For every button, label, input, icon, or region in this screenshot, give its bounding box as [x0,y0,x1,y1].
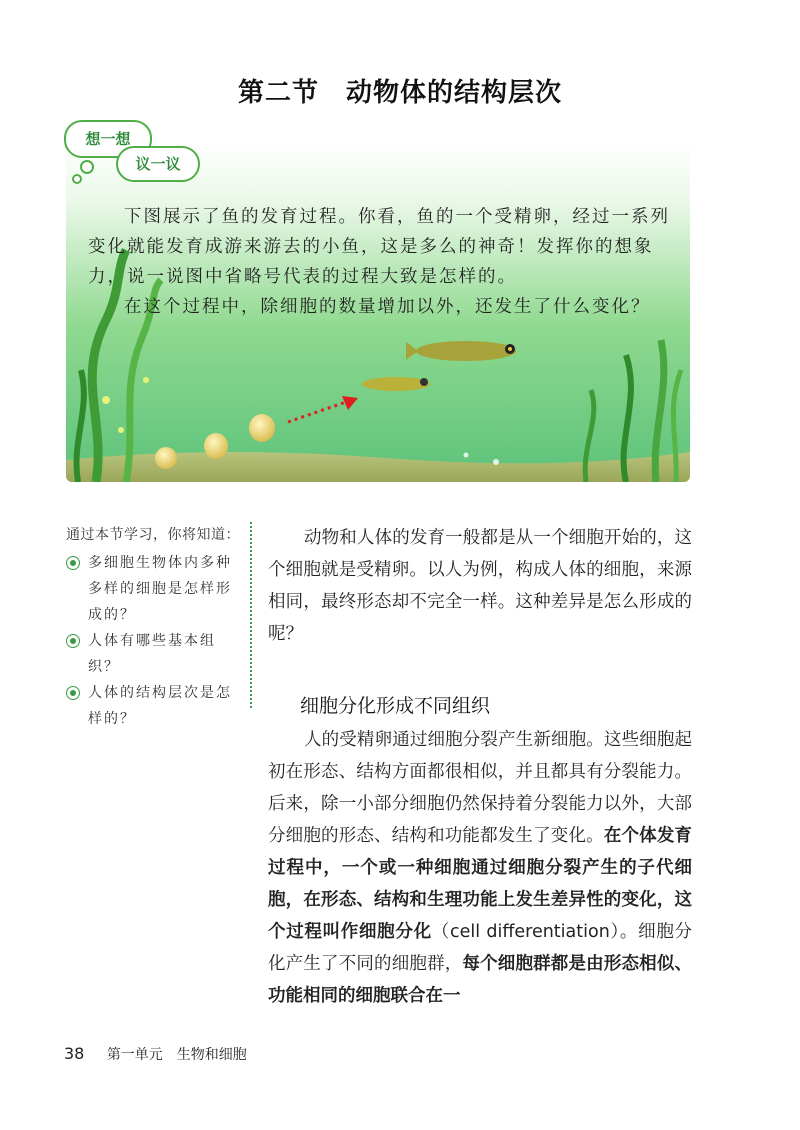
learning-goal-item [66,680,246,732]
cell-differentiation-term: （cell differentiation）。细胞分化产生了不同的细胞群， [268,922,693,974]
main-paragraph-2 [268,724,692,1012]
cell-group-definition: 每个细胞群都是由形态相似、功能相同的细胞联合在一 [268,954,693,1006]
think-bubble: 想一想 [64,120,152,158]
page-number: 38 [64,1044,85,1063]
cell-differentiation-definition: 在个体发育过程中，一个或一种细胞通过细胞分裂产生的子代细胞，在形态、结构和生理功能上发生差异性的变化，这个过程叫作细胞分化 [268,826,693,942]
section-heading: 细胞分化形成不同组织 [300,695,491,717]
target-bullet-icon [66,556,80,570]
fish-development-illustration [66,140,690,482]
intro-paragraph-1: 下图展示了鱼的发育过程。你看，鱼的一个受精卵，经过一系列变化就能发育成游来游去的小鱼，这是多么的神奇！发挥你的想象力，说一说图中省略号代表的过程大致是怎样的。 [88,207,670,287]
learning-goals-sidebar [66,522,246,732]
main-paragraph-1: 动物和人体的发育一般都是从一个细胞开始的，这个细胞就是受精卵。以人为例，构成人体的细胞，来源相同，最终形态却不完全一样。这种差异是怎么形成的呢？ [268,528,692,644]
page-footer [64,1044,247,1064]
discuss-bubble: 议一议 [116,146,200,182]
page-title: 第二节 动物体的结构层次 [237,78,562,108]
learning-goals-lead: 通过本节学习，你将知道： [66,527,240,543]
target-bullet-icon [66,634,80,648]
target-bullet-icon [66,686,80,700]
learning-goal-text: 多细胞生物体内多种多样的细胞是怎样形成的？ [88,555,232,623]
intro-text [88,202,678,322]
main-text [268,522,692,1012]
learning-goal-item [66,550,246,628]
sidebar-divider [250,522,252,708]
paragraph-2-text: 人的受精卵通过细胞分裂产生新细胞。这些细胞起初在形态、结构方面都很相似，并且都具有分裂能力。后来，除一小部分细胞仍然保持着分裂能力以外，大部分细胞的形态、结构和功能都发生了变化。 [268,730,692,846]
bubble-tail-dot-large [80,160,94,174]
unit-label: 第一单元 生物和细胞 [106,1047,247,1063]
learning-goal-text: 人体有哪些基本组织？ [88,633,216,675]
intro-paragraph-2: 在这个过程中，除细胞的数量增加以外，还发生了什么变化？ [124,297,651,317]
learning-goal-text: 人体的结构层次是怎样的？ [88,685,232,727]
learning-goal-item [66,628,246,680]
bubble-tail-dot-small [72,174,82,184]
